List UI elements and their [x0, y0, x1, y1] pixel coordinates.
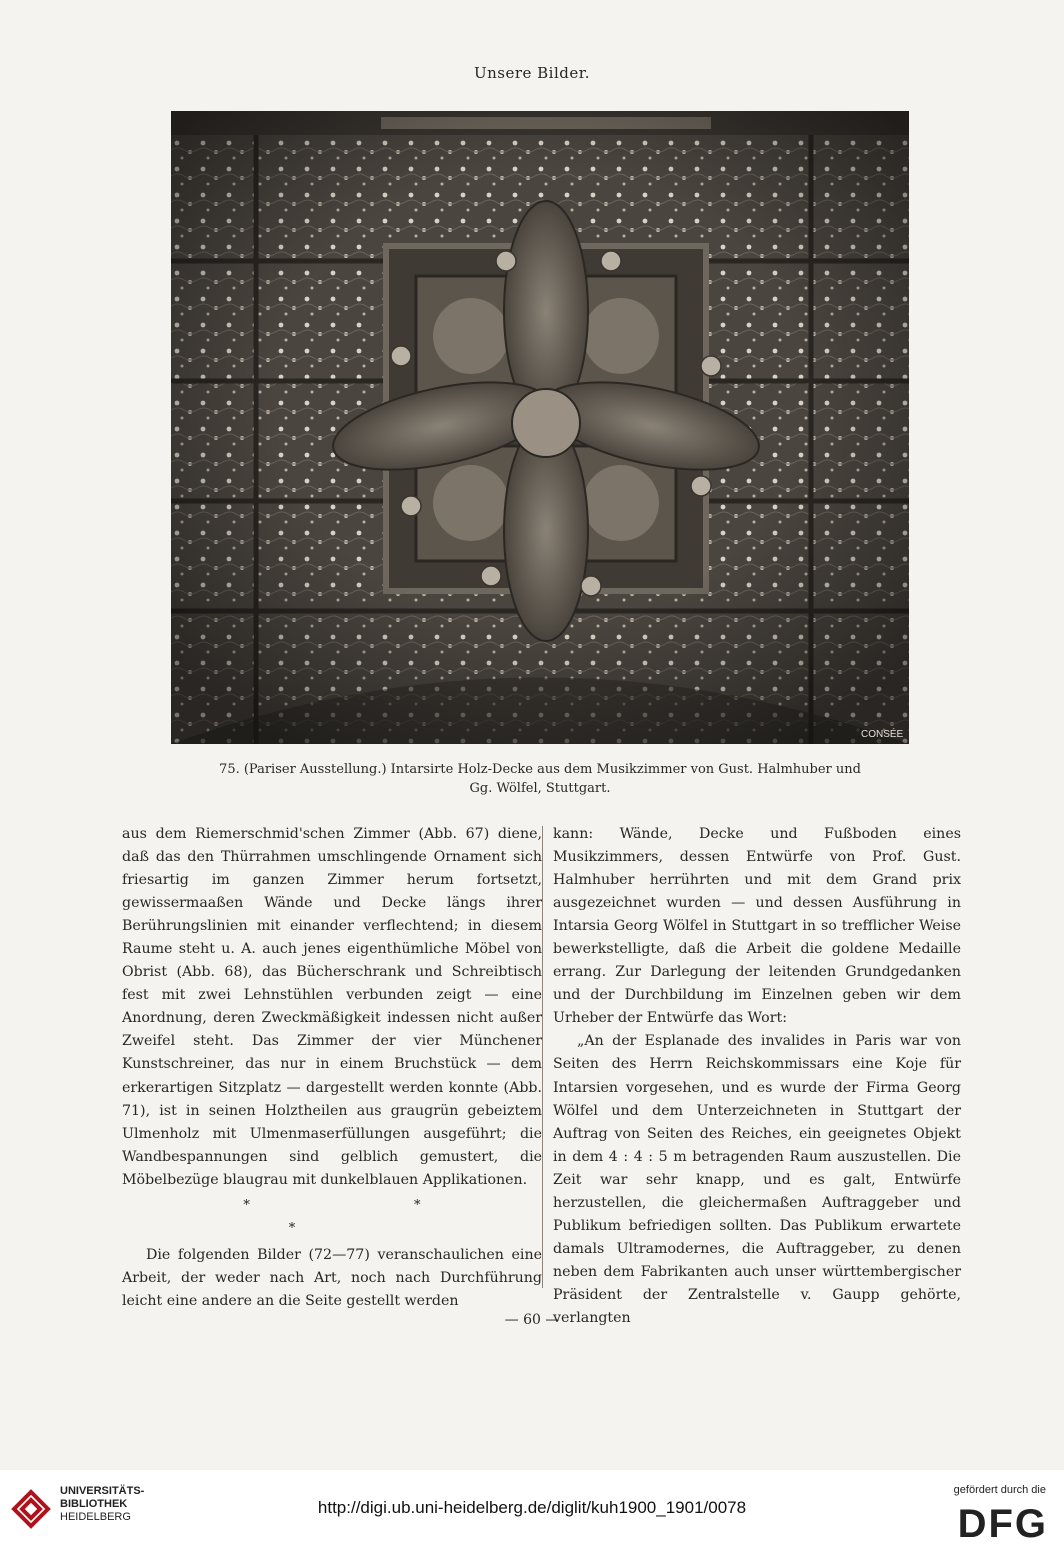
left-column	[122, 823, 542, 1313]
page-number: — 60 —	[504, 1312, 560, 1328]
right-paragraph-1: kann: Wände, Decke und Fußboden eines Musikzimmers, dessen Entwürfe von Prof. Gust. Halmhuber herrührten und mit dem Grand prix ausgezeichnet wurden — und dessen Ausführung in Intarsia Georg Wölfel in Stuttgart in so trefflicher Weise bewerkstelligte, daß die Arbeit die goldene Medaille errang. Zur Darlegung der leitenden Grundgedanken und der Durchbildung im Einzelnen geben wir dem Urheber der Entwürfe das Wort:	[553, 826, 961, 1027]
library-name-line-3: HEIDELBERG	[60, 1511, 131, 1523]
right-column	[553, 823, 961, 1330]
source-url-link[interactable]: http://digi.ub.uni-heidelberg.de/diglit/kuh1900_1901/0078	[317, 1498, 747, 1517]
plate-signature: CONSÉE	[861, 729, 904, 740]
library-name-line-2: BIBLIOTHEK	[60, 1498, 128, 1510]
dfg-logo: DFG	[957, 1502, 1048, 1546]
left-paragraph-2: Die folgenden Bilder (72—77) veranschaulichen eine Arbeit, der weder nach Art, noch nach Durchführung leicht eine andere an die Seite gestellt werden	[122, 1246, 542, 1309]
running-head: Unsere Bilder.	[473, 64, 591, 82]
column-divider	[542, 826, 543, 1288]
right-paragraph-2: „An der Esplanade des invalides in Paris war von Seiten des Herrn Reichskommissars eine Koje für Intarsien vorgesehen, und es wurde der Firma Georg Wölfel und dem Unterzeichneten in Stuttgart der Auftrag von Seiten des Reiches, ein geeignetes Objekt in dem 4 : 4 : 5 m betragenden Raum auszustellen. Die Zeit war sehr knapp, und es galt, Entwürfe herzustellen, die gleichermaßen Auftraggeber und Publikum befriedigen sollten. Das Publikum erwartete damals Ultramodernes, die Auftraggeber, zu denen neben dem Fabrikanten auch unser württembergischer Präsident der Zentralstelle v. Gaupp gehörte, verlangten	[553, 1033, 961, 1326]
section-divider-stars: * * *	[243, 1197, 501, 1236]
funder-note: gefördert durch die	[953, 1484, 1046, 1496]
ceiling-photograph	[171, 111, 909, 744]
library-name-line-1: UNIVERSITÄTS-	[60, 1485, 145, 1497]
ceiling-illustration	[171, 111, 909, 744]
caption-line-1: 75. (Pariser Ausstellung.) Intarsirte Holz-Decke aus dem Musikzimmer von Gust. Halmhuber und	[219, 762, 861, 777]
figure-caption	[150, 760, 930, 798]
digitization-footer	[0, 1470, 1064, 1553]
left-paragraph-1: aus dem Riemerschmid'schen Zimmer (Abb. 67) diene, daß das den Thürrahmen umschlingende Ornament sich friesartig im ganzen Zimmer herum fortsetzt, gewissermaaßen Wände und Decke längs ihrer Berührungslinien mit einander verflechtend; in diesem Raume steht u. A. auch jenes eigenthümliche Möbel von Obrist (Abb. 68), das Bücherschrank und Schreibtisch fest mit zwei Lehnstühlen verbunden zeigt — eine Anordnung, deren Zweckmäßigkeit indessen nicht außer Zweifel steht. Das Zimmer der vier Münchener Kunstschreiner, das nur in einem Bruchstück — dem erkerartigen Sitzplatz — dargestellt werden konnte (Abb. 71), ist in seinen Holztheilen aus graugrün gebeiztem Ulmenholz mit Ulmenmaserfüllungen ausgeführt; die Wandbespannungen sind gelblich gemustert, die Möbelbezüge blaugrau mit dunkelblauen Applikationen.	[122, 826, 542, 1188]
caption-line-2: Gg. Wölfel, Stuttgart.	[469, 781, 611, 796]
